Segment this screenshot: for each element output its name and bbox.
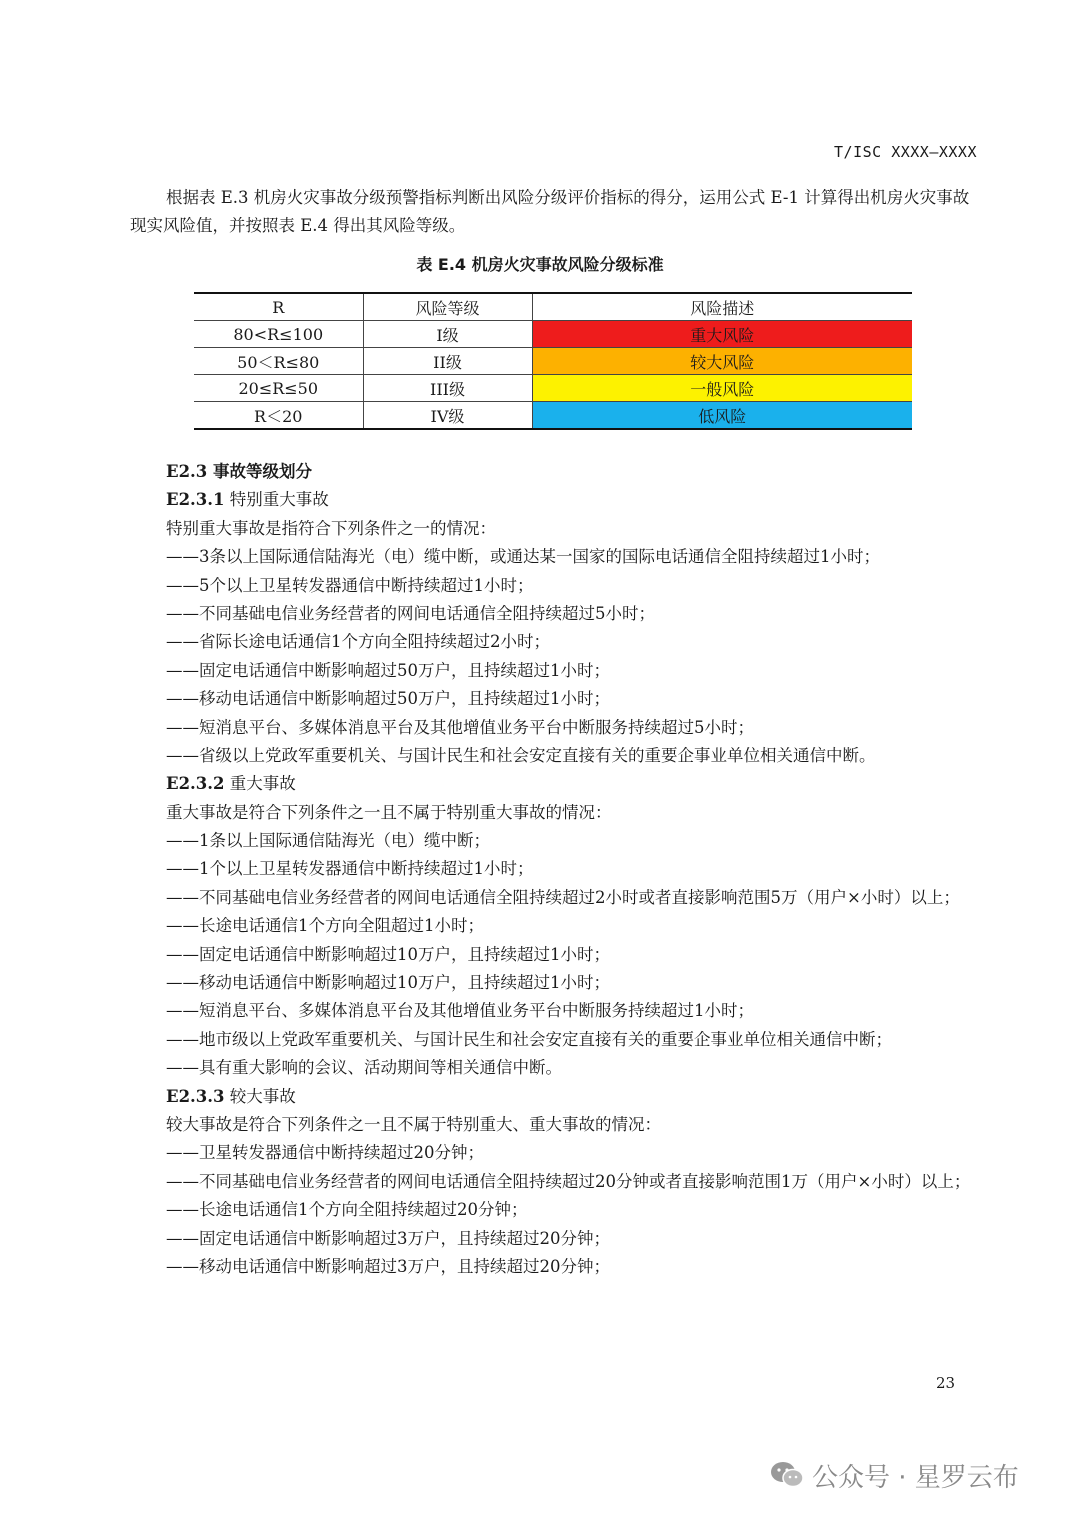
list-item: ——3条以上国际通信陆海光（电）缆中断，或通达某一国家的国际电话通信全阻持续超过1小时； (166, 547, 880, 567)
table-row (194, 321, 912, 348)
list-item: ——短消息平台、多媒体消息平台及其他增值业务平台中断服务持续超过1小时； (166, 1001, 754, 1021)
cell-level: IV级 (363, 402, 532, 430)
cell-description: 重大风险 (532, 321, 912, 348)
section-number: E2.3.2 (166, 774, 225, 794)
cell-range: 50＜R≤80 (194, 348, 363, 375)
section-number: E2.3.3 (166, 1086, 225, 1106)
list-item: ——长途电话通信1个方向全阻持续超过20分钟； (166, 1200, 528, 1220)
table-row (194, 348, 912, 375)
wechat-icon (770, 1460, 804, 1490)
list-item: ——具有重大影响的会议、活动期间等相关通信中断。 (166, 1058, 562, 1078)
cell-description: 较大风险 (532, 348, 912, 375)
cell-level: I级 (363, 321, 532, 348)
list-item: ——卫星转发器通信中断持续超过20分钟； (166, 1143, 484, 1163)
header-risk-description: 风险描述 (532, 293, 912, 321)
section-title: 特别重大事故 (229, 490, 329, 510)
list-item: ——5个以上卫星转发器通信中断持续超过1小时； (166, 575, 534, 595)
header-risk-level: 风险等级 (363, 293, 532, 321)
subsection-heading-e2-3-2 (130, 770, 990, 798)
table-header-row (194, 293, 912, 321)
list-item: ——固定电话通信中断影响超过50万户，且持续超过1小时； (166, 660, 610, 680)
section-number: E2.3.1 (166, 490, 225, 510)
table-row (194, 402, 912, 430)
table-row (194, 375, 912, 402)
cell-description: 一般风险 (532, 375, 912, 402)
risk-level-table (194, 292, 912, 430)
cell-range: 20≤R≤50 (194, 375, 363, 402)
watermark-text: 公众号 · 星罗云布 (812, 1462, 1019, 1493)
wechat-watermark (770, 1455, 1019, 1495)
list-item: ——移动电话通信中断影响超过50万户，且持续超过1小时； (166, 689, 610, 709)
list-item: ——移动电话通信中断影响超过10万户，且持续超过1小时； (166, 973, 610, 993)
list-item: ——短消息平台、多媒体消息平台及其他增值业务平台中断服务持续超过5小时； (166, 717, 754, 737)
list-item: ——固定电话通信中断影响超过10万户，且持续超过1小时； (166, 944, 610, 964)
section-heading-e2-3: E2.3 事故等级划分 (166, 462, 313, 481)
main-content (130, 458, 990, 1281)
cell-range: R＜20 (194, 402, 363, 430)
section-title: 重大事故 (229, 774, 296, 794)
list-item: ——移动电话通信中断影响超过3万户，且持续超过20分钟； (166, 1256, 610, 1276)
section-intro: 较大事故是符合下列条件之一且不属于特别重大、重大事故的情况： (166, 1115, 661, 1135)
list-item: ——长途电话通信1个方向全阻超过1小时； (166, 916, 484, 936)
cell-description: 低风险 (532, 402, 912, 430)
section-intro: 重大事故是符合下列条件之一且不属于特别重大事故的情况： (166, 802, 612, 822)
list-item: ——不同基础电信业务经营者的网间电话通信全阻持续超过5小时； (166, 603, 655, 623)
section-intro: 特别重大事故是指符合下列条件之一的情况： (166, 518, 496, 538)
list-item: ——省级以上党政军重要机关、与国计民生和社会安定直接有关的重要企事业单位相关通信中断。 (166, 745, 876, 765)
page-number: 23 (936, 1374, 956, 1392)
table-caption: 表 E.4 机房火灾事故风险分级标准 (416, 255, 664, 274)
cell-level: III级 (363, 375, 532, 402)
section-title: 较大事故 (229, 1086, 296, 1106)
list-item: ——1个以上卫星转发器通信中断持续超过1小时； (166, 859, 534, 879)
subsection-heading-e2-3-1 (130, 486, 990, 514)
list-item: ——固定电话通信中断影响超过3万户，且持续超过20分钟； (166, 1228, 610, 1248)
subsection-heading-e2-3-3 (130, 1083, 990, 1111)
document-code: T/ISC XXXX—XXXX (834, 143, 977, 161)
header-r: R (194, 293, 363, 321)
list-item: ——省际长途电话通信1个方向全阻持续超过2小时； (166, 632, 550, 652)
intro-paragraph: 根据表 E.3 机房火灾事故分级预警指标判断出风险分级评价指标的得分，运用公式 E-1 计算得出机房火灾事故现实风险值，并按照表 E.4 得出其风险等级。 (130, 188, 970, 235)
list-item: ——不同基础电信业务经营者的网间电话通信全阻持续超过20分钟或者直接影响范围1万（用户×小时）以上； (166, 1171, 971, 1191)
list-item: ——不同基础电信业务经营者的网间电话通信全阻持续超过2小时或者直接影响范围5万（用户×小时）以上； (166, 887, 960, 907)
cell-level: II级 (363, 348, 532, 375)
list-item: ——1条以上国际通信陆海光（电）缆中断； (166, 831, 490, 851)
cell-range: 80<R≤100 (194, 321, 363, 348)
list-item: ——地市级以上党政军重要机关、与国计民生和社会安定直接有关的重要企事业单位相关通信中断； (166, 1029, 892, 1049)
